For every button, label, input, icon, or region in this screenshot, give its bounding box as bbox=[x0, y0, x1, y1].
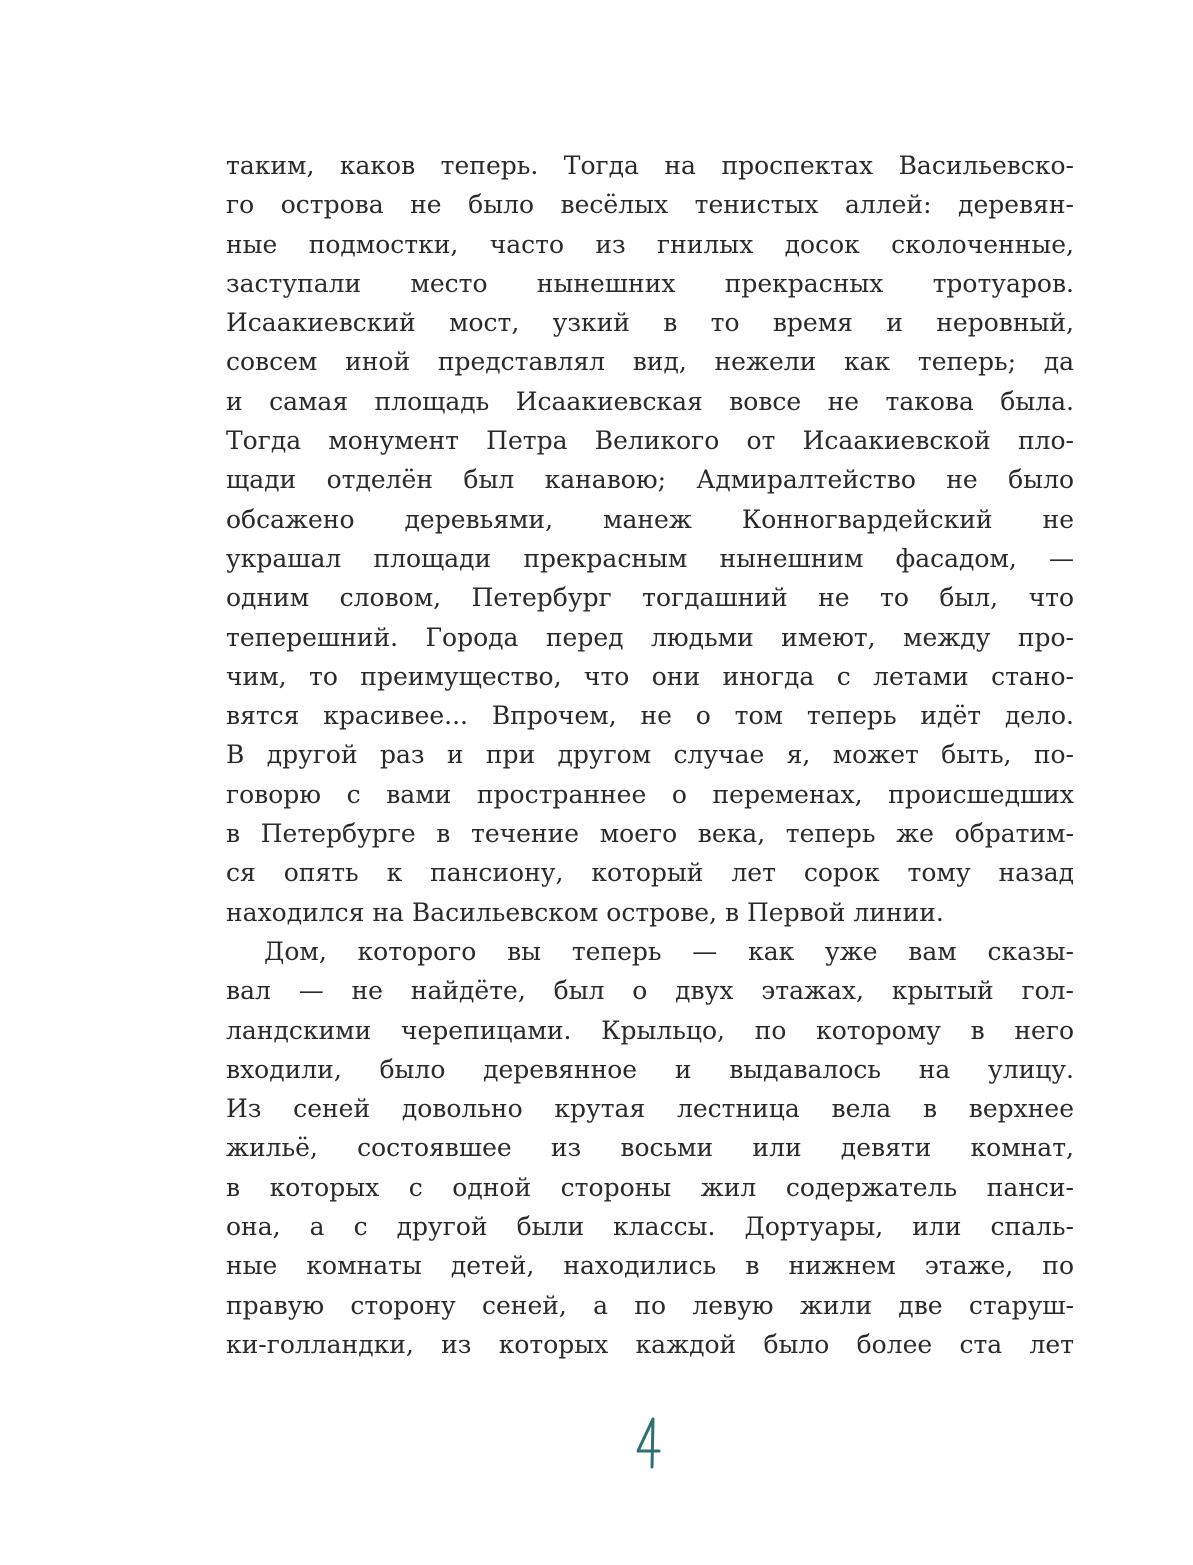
text-line: Тогда монумент Петра Великого от Исаакиевской пло- bbox=[226, 426, 1074, 456]
paragraph-1 bbox=[226, 146, 1074, 932]
text-line: правую сторону сеней, а по левую жили две старуш- bbox=[226, 1290, 1074, 1320]
text-line: обсажено деревьями, манеж Конногвардейский не bbox=[226, 504, 1074, 534]
text-line: ся опять к пансиону, который лет сорок тому назад bbox=[226, 858, 1074, 888]
text-line: го острова не было весёлых тенистых аллей: деревян- bbox=[226, 190, 1074, 220]
body-text bbox=[226, 146, 1074, 1364]
text-line: находился на Васильевском острове, в Первой линии. bbox=[226, 897, 944, 927]
text-line: говорю с вами пространнее о переменах, происшедших bbox=[226, 779, 1074, 809]
text-line: совсем иной представлял вид, нежели как теперь; да bbox=[226, 347, 1074, 377]
text-line: чим, то преимущество, что они иногда с летами стано- bbox=[226, 661, 1074, 691]
text-line: в которых с одной стороны жил содержатель панси- bbox=[226, 1172, 1074, 1202]
page-number-text: 4 bbox=[648, 1453, 650, 1454]
text-line: вятся красивее... Впрочем, не о том теперь идёт дело. bbox=[226, 701, 1074, 731]
text-line: одним словом, Петербург тогдашний не то был, что bbox=[226, 583, 1074, 613]
text-line: жильё, состоявшее из восьми или девяти комнат, bbox=[226, 1133, 1074, 1163]
text-line: теперешний. Города перед людьми имеют, между про- bbox=[226, 622, 1074, 652]
text-line: Исаакиевский мост, узкий в то время и неровный, bbox=[226, 308, 1074, 338]
text-line: вал — не найдёте, был о двух этажах, крытый гол- bbox=[226, 976, 1074, 1006]
text-line: Из сеней довольно крутая лестница вела в верхнее bbox=[226, 1094, 1074, 1124]
paragraph-2 bbox=[226, 932, 1074, 1364]
text-line: ки-голландки, из которых каждой было более ста лет bbox=[226, 1329, 1074, 1359]
page-number bbox=[629, 1413, 669, 1473]
text-line: Дом, которого вы теперь — как уже вам сказы- bbox=[264, 936, 1074, 966]
page-number-glyph bbox=[629, 1413, 669, 1473]
text-line: входили, было деревянное и выдавалось на улицу. bbox=[226, 1054, 1074, 1084]
text-line: ландскими черепицами. Крыльцо, по которому в него bbox=[226, 1015, 1074, 1045]
text-line: щади отделён был канавою; Адмиралтейство не было bbox=[226, 465, 1074, 495]
text-line: В другой раз и при другом случае я, может быть, по- bbox=[226, 740, 1074, 770]
text-line: и самая площадь Исаакиевская вовсе не такова была. bbox=[226, 386, 1074, 416]
text-line: украшал площади прекрасным нынешним фасадом, — bbox=[226, 543, 1074, 573]
text-line: она, а с другой были классы. Дортуары, или спаль- bbox=[226, 1212, 1074, 1242]
text-line: таким, каков теперь. Тогда на проспектах Васильевско- bbox=[226, 151, 1074, 180]
text-line: ные комнаты детей, находились в нижнем этаже, по bbox=[226, 1251, 1074, 1281]
text-line: ные подмостки, часто из гнилых досок сколоченные, bbox=[226, 229, 1074, 259]
text-line: заступали место нынешних прекрасных тротуаров. bbox=[226, 268, 1074, 298]
text-line: в Петербурге в течение моего века, теперь же обратим- bbox=[226, 819, 1074, 849]
